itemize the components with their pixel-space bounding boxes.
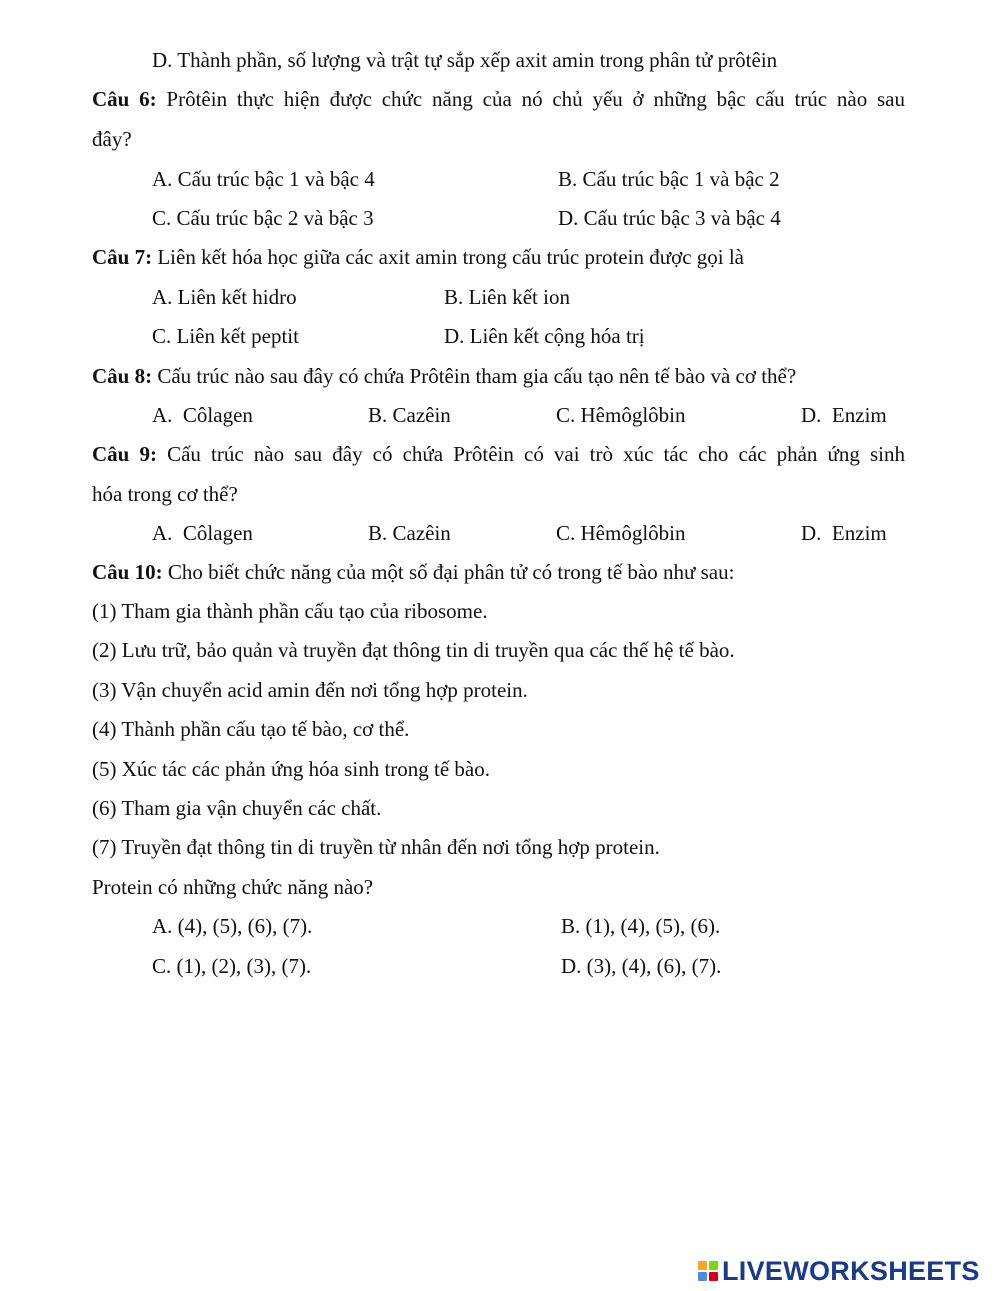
q6-text-line1: Prôtêin thực hiện được chức năng của nó chủ yếu ở những bậc cấu trúc nào sau [166,87,905,111]
q6-option-a[interactable]: A. Cấu trúc bậc 1 và bậc 4 [152,167,375,191]
q10-question: Protein có những chức năng nào? [92,875,374,899]
q10-label: Câu 10: [92,560,163,584]
liveworksheets-logo-text: LIVEWORKSHEETS [722,1255,980,1286]
q10-item-6: (6) Tham gia vận chuyển các chất. [92,796,382,820]
q8-option-c[interactable]: C. Hêmôglôbin [556,403,686,427]
q6-text-line2: đây? [92,127,132,151]
q8-option-a[interactable]: A. Côlagen [152,403,253,427]
logo-square-1 [698,1261,707,1270]
q9-option-a[interactable]: A. Côlagen [152,521,253,545]
q7-label: Câu 7: [92,245,153,269]
q6-option-c[interactable]: C. Cấu trúc bậc 2 và bậc 3 [152,206,374,230]
q5-option-d: D. Thành phần, số lượng và trật tự sắp xếp axit amin trong phân tử prôtêin [152,48,778,72]
q8-option-b[interactable]: B. Cazêin [368,403,451,427]
q6-option-d[interactable]: D. Cấu trúc bậc 3 và bậc 4 [558,206,781,230]
q7-option-c[interactable]: C. Liên kết peptit [152,324,299,348]
liveworksheets-logo [698,1256,980,1286]
q10-option-d[interactable]: D. (3), (4), (6), (7). [561,954,722,978]
q10-item-7: (7) Truyền đạt thông tin di truyền từ nhân đến nơi tổng hợp protein. [92,835,660,859]
q9-text-line2: hóa trong cơ thể? [92,482,238,506]
q9-option-b[interactable]: B. Cazêin [368,521,451,545]
q10-stem [92,560,734,584]
q9-text-line1: Cấu trúc nào sau đây có chứa Prôtêin có vai trò xúc tác cho các phản ứng sinh [167,442,906,466]
q9-label: Câu 9: [92,442,157,466]
q7-option-b[interactable]: B. Liên kết ion [444,285,570,309]
q10-text: Cho biết chức năng của một số đại phân tử có trong tế bào như sau: [167,560,735,584]
q8-text: Cấu trúc nào sau đây có chứa Prôtêin tham gia cấu tạo nên tế bào và cơ thể? [157,364,797,388]
q9-option-c[interactable]: C. Hêmôglôbin [556,521,686,545]
q10-item-2: (2) Lưu trữ, bảo quản và truyền đạt thông tin di truyền qua các thế hệ tế bào. [92,638,735,662]
q10-item-4: (4) Thành phần cấu tạo tế bào, cơ thể. [92,717,410,741]
logo-square-4 [709,1272,718,1281]
q7-option-d[interactable]: D. Liên kết cộng hóa trị [444,324,645,348]
q10-option-a[interactable]: A. (4), (5), (6), (7). [152,914,313,938]
q8-stem [92,364,796,388]
q6-stem [92,87,905,111]
q7-stem [92,245,744,269]
q7-option-a[interactable]: A. Liên kết hidro [152,285,297,309]
q8-label: Câu 8: [92,364,153,388]
q10-item-3: (3) Vận chuyển acid amin đến nơi tổng hợp protein. [92,678,528,702]
q9-option-d[interactable]: D. Enzim [801,521,887,545]
q8-option-d[interactable]: D. Enzim [801,403,887,427]
q6-option-b[interactable]: B. Cấu trúc bậc 1 và bậc 2 [558,167,780,191]
q10-option-c[interactable]: C. (1), (2), (3), (7). [152,954,312,978]
q10-item-1: (1) Tham gia thành phần cấu tạo của ribosome. [92,599,488,623]
logo-square-2 [709,1261,718,1270]
q10-option-b[interactable]: B. (1), (4), (5), (6). [561,914,721,938]
q7-text: Liên kết hóa học giữa các axit amin trong cấu trúc protein được gọi là [157,245,745,269]
q10-item-5: (5) Xúc tác các phản ứng hóa sinh trong tế bào. [92,757,490,781]
liveworksheets-logo-icon [698,1261,718,1281]
q9-stem [92,442,905,466]
q6-label: Câu 6: [92,87,157,111]
logo-square-3 [698,1272,707,1281]
